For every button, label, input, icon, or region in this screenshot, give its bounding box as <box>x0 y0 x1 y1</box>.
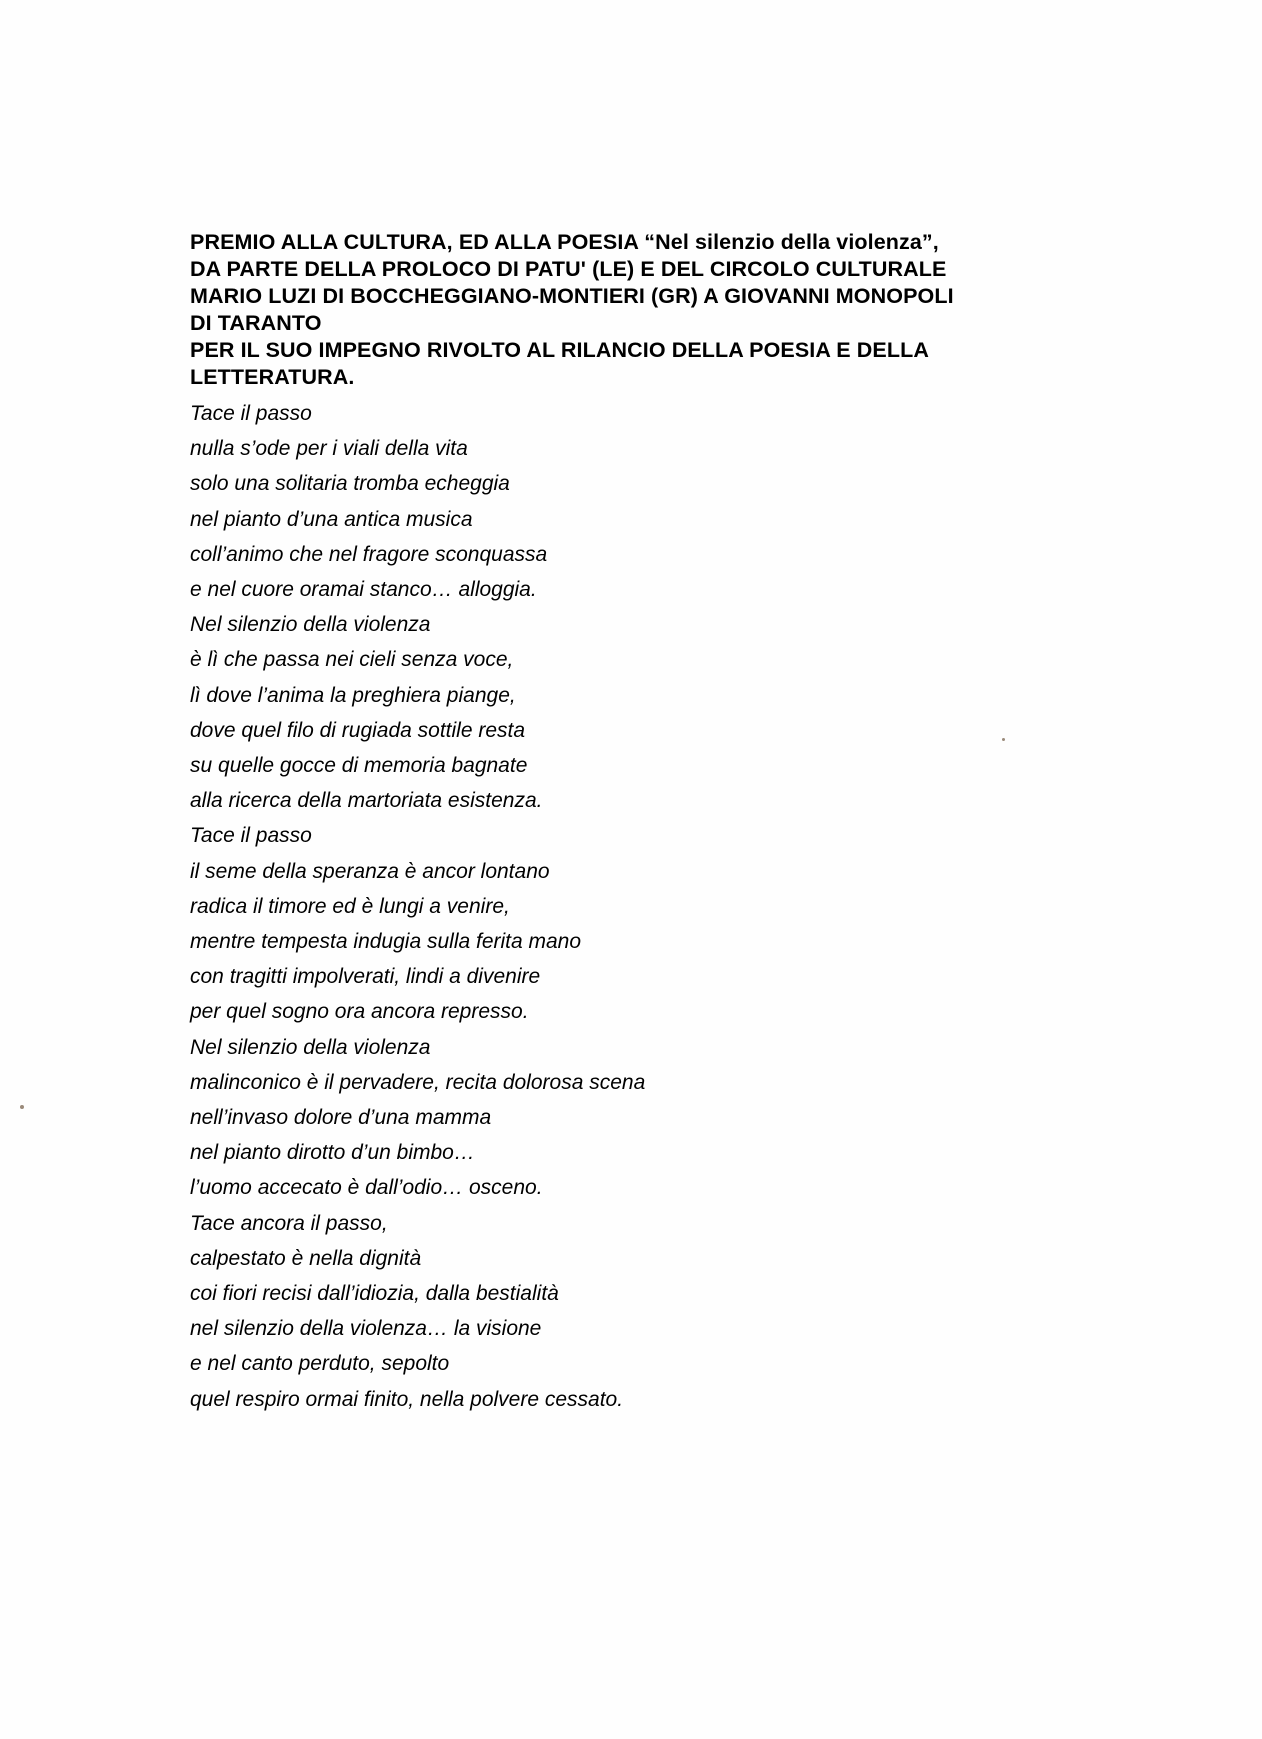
poem-line: per quel sogno ora ancora represso. <box>190 1000 529 1024</box>
poem-line: lì dove l’anima la preghiera piange, <box>190 683 516 707</box>
poem-line: calpestato è nella dignità <box>190 1246 422 1270</box>
poem-line: su quelle gocce di memoria bagnate <box>190 754 528 778</box>
poem-line: e nel canto perduto, sepolto <box>190 1352 450 1376</box>
poem-line: solo una solitaria tromba echeggia <box>190 472 510 496</box>
heading-line: DA PARTE DELLA PROLOCO DI PATU' (LE) E DEL CIRCOLO CULTURALE <box>190 257 947 281</box>
award-heading <box>190 229 1090 391</box>
poem-line: l’uomo accecato è dall’odio… osceno. <box>190 1176 543 1200</box>
poem-line: nel silenzio della violenza… la visione <box>190 1317 542 1341</box>
poem-line: radica il timore ed è lungi a venire, <box>190 894 510 918</box>
poem-line: è lì che passa nei cieli senza voce, <box>190 648 514 672</box>
poem-line: mentre tempesta indugia sulla ferita mano <box>190 930 582 954</box>
poem-line: nulla s’ode per i viali della vita <box>190 437 468 461</box>
poem-line: nel pianto d’una antica musica <box>190 507 473 531</box>
poem-line: dove quel filo di rugiada sottile resta <box>190 718 526 742</box>
heading-line: LETTERATURA. <box>190 365 355 389</box>
poem-line: Nel silenzio della violenza <box>190 1035 431 1059</box>
poem-body <box>190 396 1090 1417</box>
poem-line: alla ricerca della martoriata esistenza. <box>190 789 543 813</box>
poem-line: nel pianto dirotto d’un bimbo… <box>190 1141 475 1165</box>
poem-line: Tace ancora il passo, <box>190 1211 388 1235</box>
heading-line: PREMIO ALLA CULTURA, ED ALLA POESIA “Nel silenzio della violenza”, <box>190 230 939 254</box>
poem-line: coll’animo che nel fragore sconquassa <box>190 542 548 566</box>
poem-line: il seme della speranza è ancor lontano <box>190 859 550 883</box>
scan-speck <box>20 1105 24 1109</box>
heading-line: MARIO LUZI DI BOCCHEGGIANO-MONTIERI (GR) A GIOVANNI MONOPOLI <box>190 284 954 308</box>
poem-line: con tragitti impolverati, lindi a divenire <box>190 965 541 989</box>
poem-line: Tace il passo <box>190 402 312 425</box>
poem-line: nell’invaso dolore d’una mamma <box>190 1106 492 1130</box>
poem-line: coi fiori recisi dall’idiozia, dalla bestialità <box>190 1282 559 1306</box>
scan-speck <box>1002 738 1005 741</box>
poem-line: Tace il passo <box>190 824 312 848</box>
heading-line: PER IL SUO IMPEGNO RIVOLTO AL RILANCIO DELLA POESIA E DELLA <box>190 338 929 362</box>
poem-line: quel respiro ormai finito, nella polvere cessato. <box>190 1387 624 1411</box>
poem-line: Nel silenzio della violenza <box>190 613 431 637</box>
poem-line: e nel cuore oramai stanco… alloggia. <box>190 578 537 602</box>
heading-line: DI TARANTO <box>190 311 322 335</box>
poem-line: malinconico è il pervadere, recita dolorosa scena <box>190 1070 646 1094</box>
